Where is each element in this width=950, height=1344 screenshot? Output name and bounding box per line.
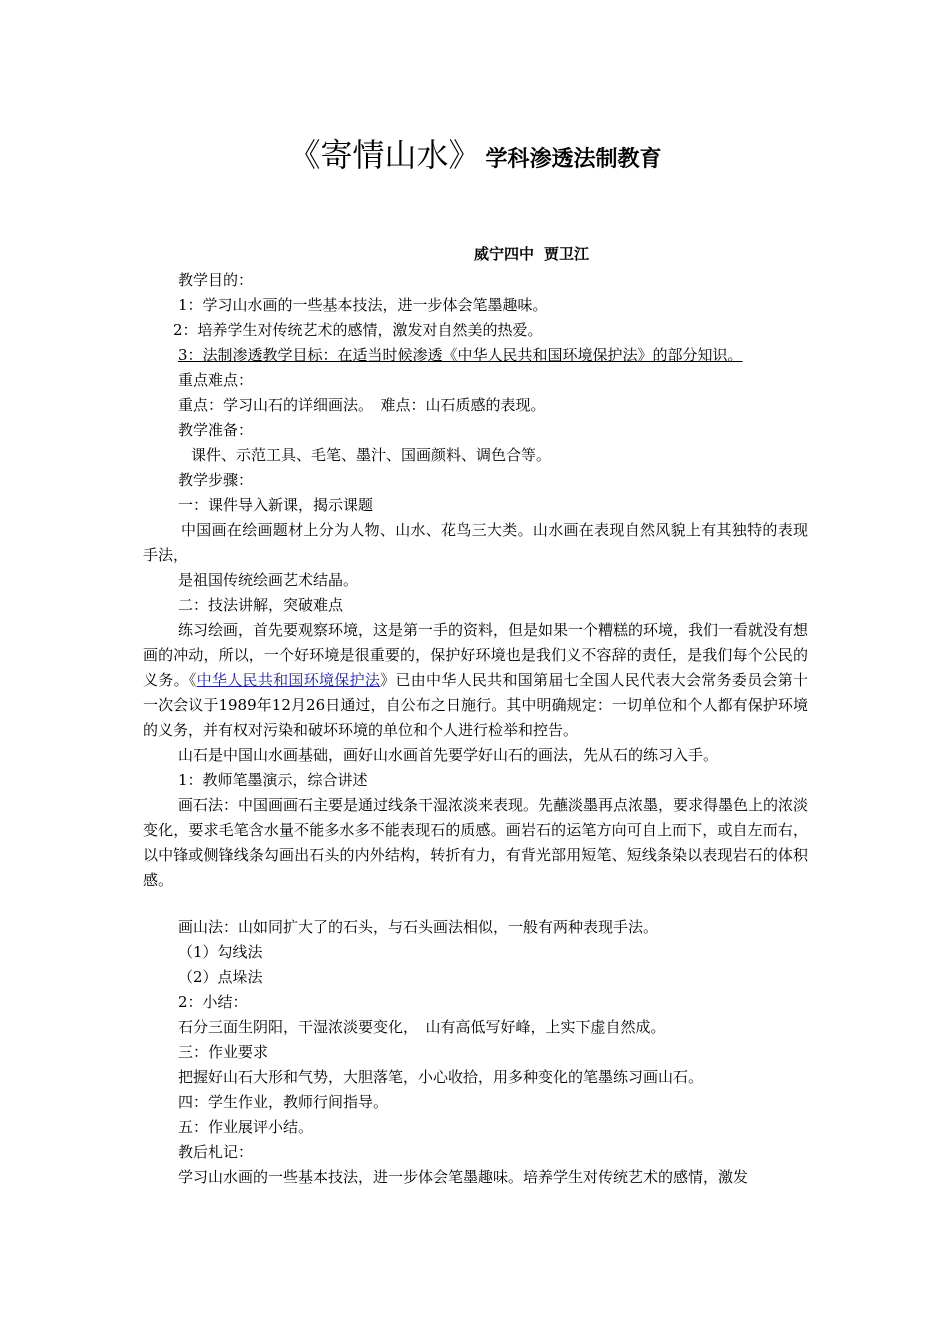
section-heading: 重点难点： — [178, 371, 254, 389]
title-sub: 学科渗透法制教育 — [485, 147, 662, 172]
sub-step-heading: 1：教师笔墨演示，综合讲述 — [178, 771, 368, 789]
method-item: （1）勾线法 — [178, 943, 263, 961]
document-title — [0, 130, 950, 176]
step-heading: 五：作业展评小结。 — [178, 1118, 314, 1136]
section-heading: 教学目的： — [178, 271, 254, 289]
sub-step-heading: 2：小结： — [178, 993, 248, 1011]
goal-item-legal: 3：法制渗透教学目标：在适当时候渗透《中华人民共和国环境保护法》的部分知识。 — [178, 346, 743, 364]
author-name: 贾卫江 — [544, 245, 590, 263]
author-school: 威宁四中 — [474, 245, 535, 263]
section-heading: 教后札记： — [178, 1143, 254, 1161]
law-link[interactable]: 中华人民共和国环境保护法 — [196, 671, 381, 689]
summary-verse: 石分三面生阴阳，干湿浓淡要变化， 山有高低写好峰，上实下虚自然成。 — [178, 1018, 666, 1036]
paragraph-stone-method: 画石法：中国画画石主要是通过线条干湿浓淡来表现。先蘸淡墨再点浓墨，要求得墨色上的浓淡变化，要求毛笔含水量不能多水多不能表现石的质感。画岩石的运笔方向可自上而下，或自左而右，以中锋或侧锋线条勾画出石头的内外结构，转折有力，有背光部用短笔、短线条染以表现岩石的体积感。 — [143, 796, 809, 889]
text: 练习绘画，首先要观察环境，这是第一手的资料，但是如果一个糟糕的环境，我们一看就没有想画的冲动，所以，一个好环境是很重要的，保护好环境也是我们义不容辞的责任，是我们每个公民的义务。《 — [143, 621, 809, 689]
paragraph: 是祖国传统绘画艺术结晶。 — [178, 571, 359, 589]
step-heading: 四：学生作业，教师行间指导。 — [178, 1093, 389, 1111]
prep-list: 课件、示范工具、毛笔、墨汁、国画颜料、调色合等。 — [191, 446, 552, 464]
section-heading: 教学准备： — [178, 421, 254, 439]
title-main: 《寄情山水》 — [288, 136, 481, 174]
paragraph-environment — [143, 618, 808, 743]
goal-item: 1：学习山水画的一些基本技法，进一步体会笔墨趣味。 — [178, 296, 548, 314]
key-points: 重点：学习山石的详细画法。 难点：山石质感的表现。 — [178, 396, 546, 414]
paragraph: 把握好山石大形和气势，大胆落笔，小心收拾，用多种变化的笔墨练习画山石。 — [178, 1068, 704, 1086]
paragraph: 中国画在绘画题材上分为人物、山水、花鸟三大类。山水画在表现自然风貌上有其独特的表现手法， — [143, 521, 808, 564]
step-heading: 一：课件导入新课，揭示课题 — [178, 496, 374, 514]
step-heading: 二：技法讲解，突破难点 — [178, 596, 344, 614]
section-heading: 教学步骤： — [178, 471, 254, 489]
paragraph: 学习山水画的一些基本技法，进一步体会笔墨趣味。培养学生对传统艺术的感情，激发 — [178, 1168, 749, 1186]
goal-item: 2：培养学生对传统艺术的感情，激发对自然美的热爱。 — [173, 321, 543, 339]
paragraph-mountain-method: 画山法：山如同扩大了的石头，与石头画法相似，一般有两种表现手法。 — [178, 918, 659, 936]
paragraph: 山石是中国山水画基础，画好山水画首先要学好山石的画法，先从石的练习入手。 — [178, 746, 719, 764]
text: 》已由中华人民共和国第届七全国人民代表大会常务委员会第十一次会议于1989年12月26日通过，自公布之日施行。其中明确规定：一切单位和个人都有保护环境的义务，并有权对污染和破坏环境的单位和个人进行检举和控告。 — [143, 671, 808, 739]
method-item: （2）点垛法 — [178, 968, 263, 986]
author-line — [474, 243, 589, 264]
step-heading: 三：作业要求 — [178, 1043, 269, 1061]
document-body — [143, 268, 808, 1190]
